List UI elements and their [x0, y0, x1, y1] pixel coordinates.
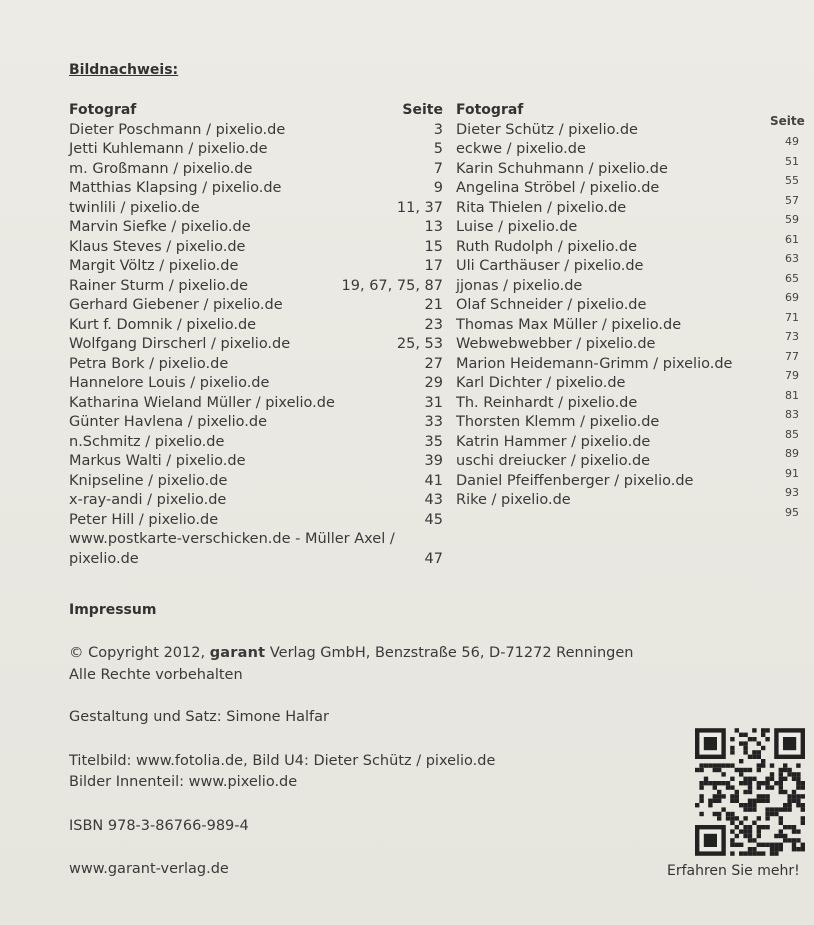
credit-row: [456, 491, 814, 511]
photographer-credit: Katharina Wieland Müller / pixelio.de: [69, 394, 335, 411]
credit-row: [69, 394, 443, 414]
photographer-credit: www.postkarte-verschicken.de - Müller Axel / pixelio.de: [69, 531, 395, 567]
photographer-credit: Markus Walti / pixelio.de: [69, 453, 246, 469]
page-number: 23: [424, 316, 443, 333]
photographer-credit: Daniel Pfeiffenberger / pixelio.de: [456, 472, 694, 489]
copyright-suffix: Verlag GmbH, Benzstraße 56, D-71272 Renningen: [269, 645, 634, 661]
photographer-credit: Thomas Max Müller / pixelio.de: [456, 316, 682, 333]
credit-row: [456, 355, 814, 375]
credit-row: [456, 160, 814, 180]
page-number: 17: [424, 258, 443, 274]
photographer-credit: jjonas / pixelio.de: [456, 277, 583, 294]
credit-row: [69, 277, 443, 297]
credit-row: [69, 511, 443, 531]
page-number: 83: [785, 408, 799, 421]
photographer-credit: Dieter Poschmann / pixelio.de: [69, 121, 286, 138]
credit-row: [456, 433, 814, 453]
photographer-credit: Karin Schuhmann / pixelio.de: [456, 160, 668, 177]
credit-row: [69, 355, 443, 375]
qr-caption: Erfahren Sie mehr!: [667, 863, 800, 879]
qr-code-icon[interactable]: [695, 727, 805, 857]
page-number: 3: [433, 121, 443, 138]
page-number: 25, 53: [396, 336, 443, 352]
photographer-credit: Luise / pixelio.de: [456, 219, 578, 235]
credit-row: [69, 374, 443, 394]
credit-row: [69, 140, 443, 160]
credit-row: [456, 472, 814, 492]
photographer-credit: Olaf Schneider / pixelio.de: [456, 297, 647, 313]
photographer-credit: Klaus Steves / pixelio.de: [69, 238, 246, 255]
photographer-credit: Gerhard Giebener / pixelio.de: [69, 297, 283, 313]
credit-row: [69, 121, 443, 141]
page-number: 65: [785, 271, 799, 285]
credit-row: [69, 179, 443, 199]
credit-row: [456, 121, 814, 141]
credit-row: [69, 296, 443, 316]
photographer-credit: Rike / pixelio.de: [456, 492, 571, 508]
photographer-credit: Dieter Schütz / pixelio.de: [456, 121, 638, 138]
column-header: [69, 101, 443, 121]
page-number: 61: [785, 232, 799, 246]
photographer-credit: Uli Carthäuser / pixelio.de: [456, 258, 644, 274]
page-number: 47: [424, 550, 443, 567]
column-header: [456, 101, 814, 121]
impressum-title: Impressum: [69, 602, 157, 618]
credit-row: [456, 257, 814, 277]
page-number: 57: [785, 193, 799, 207]
credit-row: [456, 218, 814, 238]
credit-row: [69, 530, 443, 569]
design-line: Gestaltung und Satz: Simone Halfar: [69, 709, 329, 725]
cover-image-line: Titelbild: www.fotolia.de, Bild U4: Dieter Schütz / pixelio.de: [69, 753, 496, 769]
copyright-prefix: © Copyright 2012,: [69, 645, 206, 661]
photographer-credit: Marvin Siefke / pixelio.de: [69, 219, 251, 235]
credit-row: [69, 316, 443, 336]
page-number: 9: [433, 180, 443, 196]
page-number: 49: [785, 135, 799, 148]
photographer-credit: Th. Reinhardt / pixelio.de: [456, 394, 638, 411]
page-number: 27: [424, 355, 443, 372]
photographer-credit: Kurt f. Domnik / pixelio.de: [69, 316, 257, 333]
rights-line: Alle Rechte vorbehalten: [69, 667, 243, 683]
photographer-credit: eckwe / pixelio.de: [456, 141, 586, 157]
section-heading-bildnachweis: Bildnachweis:: [69, 62, 179, 78]
copyright-line: [69, 645, 633, 661]
brand-name: garant: [209, 645, 266, 661]
page-number: 85: [785, 427, 799, 441]
isbn-line: ISBN 978-3-86766-989-4: [69, 818, 249, 834]
credit-row: [69, 413, 443, 433]
credit-row: [69, 199, 443, 219]
page-number: 73: [785, 330, 799, 343]
photographer-credit: Wolfgang Dirscherl / pixelio.de: [69, 336, 291, 352]
page-number: 59: [785, 213, 799, 226]
header-page: Seite: [402, 102, 443, 118]
credit-row: [69, 218, 443, 238]
credit-row: [456, 452, 814, 472]
photographer-credit: twinlili / pixelio.de: [69, 199, 200, 216]
photographer-credit: Günter Havlena / pixelio.de: [69, 414, 267, 430]
photographer-credit: Katrin Hammer / pixelio.de: [456, 433, 651, 450]
credit-row: [69, 472, 443, 492]
page-number: 55: [785, 174, 799, 187]
page-number: 41: [424, 472, 443, 489]
photographer-credit: Matthias Klapsing / pixelio.de: [69, 180, 282, 196]
photographer-credit: Webwebwebber / pixelio.de: [456, 336, 656, 352]
header-page-right: Seite: [770, 114, 805, 128]
page-number: 35: [424, 433, 443, 450]
photographer-credit: Rita Thielen / pixelio.de: [456, 199, 627, 216]
photographer-credit: x-ray-andi / pixelio.de: [69, 492, 227, 508]
page-number: 93: [785, 486, 799, 499]
credit-row: [456, 140, 814, 160]
header-photographer: Fotograf: [456, 102, 524, 118]
photographer-credit: Angelina Ströbel / pixelio.de: [456, 180, 660, 196]
photographer-credit: Jetti Kuhlemann / pixelio.de: [69, 141, 268, 157]
page-number: 13: [424, 219, 443, 235]
page-number: 91: [785, 466, 799, 480]
inner-images-line: Bilder Innenteil: www.pixelio.de: [69, 774, 298, 790]
credit-row: [69, 452, 443, 472]
credit-row: [69, 433, 443, 453]
page-number: 7: [433, 160, 443, 177]
page-number: 77: [785, 349, 799, 363]
page-number: 89: [785, 447, 799, 460]
credit-row: [456, 316, 814, 336]
photographer-credit: Thorsten Klemm / pixelio.de: [456, 414, 660, 430]
page-number: 51: [785, 154, 799, 168]
page-number: 11, 37: [396, 199, 443, 216]
header-photographer: Fotograf: [69, 102, 137, 118]
credit-row: [456, 199, 814, 219]
credit-row: [456, 277, 814, 297]
photographer-credit: Margit Völtz / pixelio.de: [69, 258, 239, 274]
page-number: 21: [424, 297, 443, 313]
page-number: 79: [785, 369, 799, 382]
page-number: 43: [424, 492, 443, 508]
credit-row: [456, 374, 814, 394]
photographer-credit: Rainer Sturm / pixelio.de: [69, 277, 249, 294]
photographer-credit: Knipseline / pixelio.de: [69, 472, 228, 489]
credits-column-right: [456, 101, 814, 511]
credit-row: [69, 257, 443, 277]
photographer-credit: m. Großmann / pixelio.de: [69, 160, 253, 177]
photographer-credit: Petra Bork / pixelio.de: [69, 355, 229, 372]
page-number: 81: [785, 388, 799, 402]
credit-row: [456, 179, 814, 199]
right-page-numbers: [770, 110, 814, 522]
photographer-credit: Marion Heidemann-Grimm / pixelio.de: [456, 355, 733, 372]
credit-row: [456, 394, 814, 414]
credit-row: [456, 238, 814, 258]
credit-row: [456, 296, 814, 316]
photographer-credit: n.Schmitz / pixelio.de: [69, 433, 225, 450]
credit-row: [69, 160, 443, 180]
photographer-credit: Hannelore Louis / pixelio.de: [69, 375, 270, 391]
credit-row: [69, 238, 443, 258]
page-number: 45: [424, 511, 443, 528]
page-number: 31: [424, 394, 443, 411]
page-number: 5: [433, 141, 443, 157]
page-number: 63: [785, 252, 799, 265]
photographer-credit: uschi dreiucker / pixelio.de: [456, 453, 651, 469]
website-link[interactable]: www.garant-verlag.de: [69, 861, 229, 877]
page-number: 29: [424, 375, 443, 391]
photographer-credit: Ruth Rudolph / pixelio.de: [456, 238, 638, 255]
credits-column-left: [69, 101, 443, 569]
page-number: 69: [785, 291, 799, 304]
photographer-credit: Peter Hill / pixelio.de: [69, 511, 219, 528]
credit-row: [69, 335, 443, 355]
credit-row: [69, 491, 443, 511]
page-number: 39: [424, 453, 443, 469]
page-number: 33: [424, 414, 443, 430]
credit-row: [456, 413, 814, 433]
page-number: 71: [785, 310, 799, 324]
page-number: 15: [424, 238, 443, 255]
page-number: 95: [785, 505, 799, 519]
photographer-credit: Karl Dichter / pixelio.de: [456, 375, 626, 391]
page-number: 19, 67, 75, 87: [341, 277, 443, 294]
credit-row: [456, 335, 814, 355]
